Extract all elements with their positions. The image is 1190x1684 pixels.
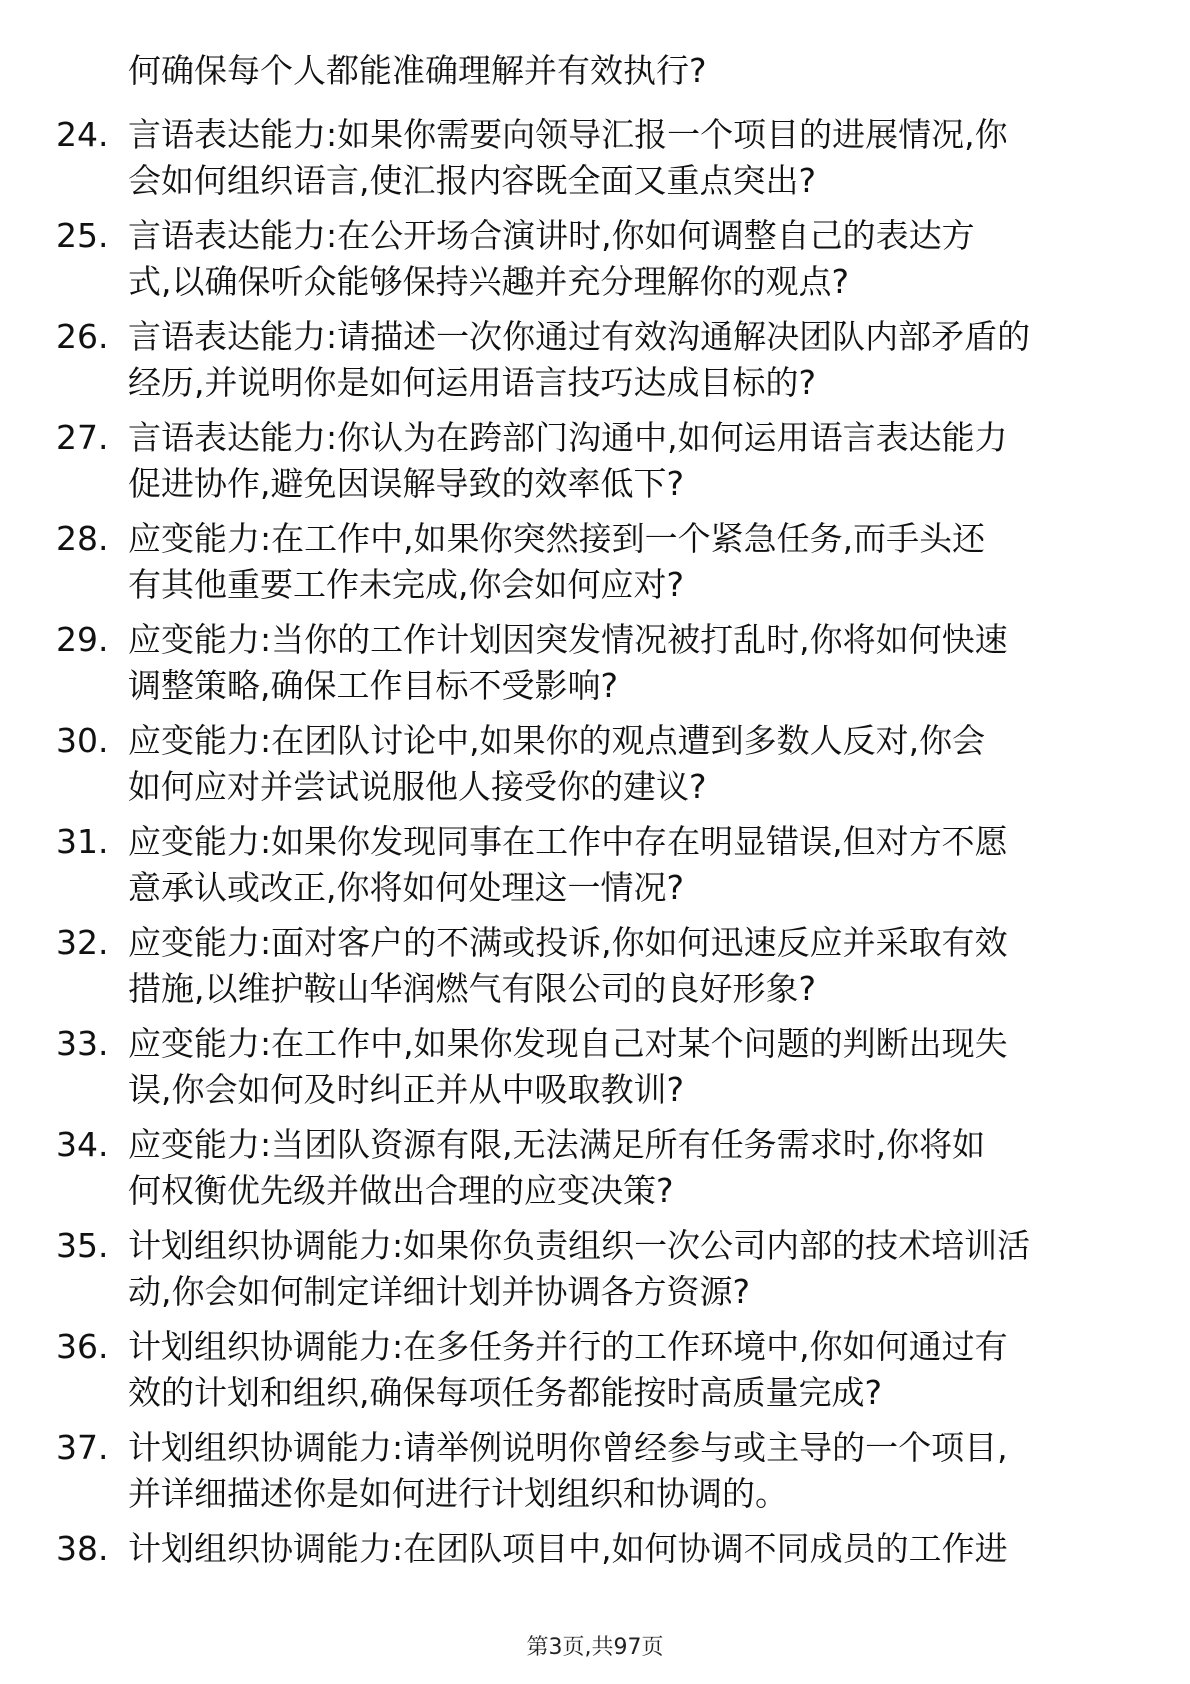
- question-text-line: 误,你会如何及时纠正并从中吸取教训?: [128, 1070, 685, 1109]
- question-item: [56, 819, 1136, 920]
- question-text-line: 有其他重要工作未完成,你会如何应对?: [128, 565, 685, 604]
- question-item: [56, 1021, 1136, 1122]
- question-text-line: 促进协作,避免因误解导致的效率低下?: [128, 464, 685, 503]
- question-number: 33.: [56, 1024, 109, 1063]
- question-number: 36.: [56, 1327, 109, 1366]
- question-item: [56, 1324, 1136, 1425]
- question-text-line: 应变能力:面对客户的不满或投诉,你如何迅速反应并采取有效: [128, 923, 1008, 962]
- question-item: [56, 1223, 1136, 1324]
- question-text: [128, 617, 1128, 709]
- question-text-line: 应变能力:在工作中,如果你突然接到一个紧急任务,而手头还: [128, 519, 986, 558]
- question-text-line: 措施,以维护鞍山华润燃气有限公司的良好形象?: [128, 969, 817, 1008]
- question-text-line: 会如何组织语言,使汇报内容既全面又重点突出?: [128, 161, 817, 200]
- question-text-line: 计划组织协调能力:如果你负责组织一次公司内部的技术培训活: [128, 1226, 1031, 1265]
- question-text: [128, 213, 1128, 305]
- question-text-line: 何权衡优先级并做出合理的应变决策?: [128, 1171, 674, 1210]
- question-number: 37.: [56, 1428, 109, 1467]
- question-text-line: 动,你会如何制定详细计划并协调各方资源?: [128, 1272, 751, 1311]
- question-list: [56, 112, 1136, 1627]
- question-text: [128, 1122, 1128, 1214]
- question-text-line: 言语表达能力:如果你需要向领导汇报一个项目的进展情况,你: [128, 115, 1008, 154]
- question-number: 35.: [56, 1226, 109, 1265]
- question-text-line: 意承认或改正,你将如何处理这一情况?: [128, 868, 685, 907]
- question-text-line: 经历,并说明你是如何运用语言技巧达成目标的?: [128, 363, 817, 402]
- question-text-line: 效的计划和组织,确保每项任务都能按时高质量完成?: [128, 1373, 883, 1412]
- question-text: [128, 1223, 1128, 1315]
- question-item: [56, 1425, 1136, 1526]
- question-text: [128, 1425, 1128, 1517]
- question-number: 27.: [56, 418, 109, 457]
- question-number: 32.: [56, 923, 109, 962]
- question-text-line: 应变能力:在团队讨论中,如果你的观点遭到多数人反对,你会: [128, 721, 986, 760]
- question-text: [128, 415, 1128, 507]
- question-text-line: 应变能力:如果你发现同事在工作中存在明显错误,但对方不愿: [128, 822, 1008, 861]
- question-text: [128, 314, 1128, 406]
- question-text: [128, 718, 1128, 810]
- question-text: [128, 1324, 1128, 1416]
- question-text-line: 应变能力:当团队资源有限,无法满足所有任务需求时,你将如: [128, 1125, 986, 1164]
- question-text-line: 如何应对并尝试说服他人接受你的建议?: [128, 767, 707, 806]
- question-text-line: 式,以确保听众能够保持兴趣并充分理解你的观点?: [128, 262, 850, 301]
- question-text-line: 并详细描述你是如何进行计划组织和协调的。: [128, 1474, 788, 1513]
- question-text-line: 应变能力:在工作中,如果你发现自己对某个问题的判断出现失: [128, 1024, 1008, 1063]
- question-text-line: 言语表达能力:请描述一次你通过有效沟通解决团队内部矛盾的: [128, 317, 1031, 356]
- question-item: [56, 314, 1136, 415]
- question-number: 25.: [56, 216, 109, 255]
- question-text-line: 应变能力:当你的工作计划因突发情况被打乱时,你将如何快速: [128, 620, 1008, 659]
- question-text: [128, 112, 1128, 204]
- question-text: [128, 1526, 1128, 1572]
- question-item: [56, 617, 1136, 718]
- question-item: [56, 415, 1136, 516]
- question-number: 28.: [56, 519, 109, 558]
- question-number: 38.: [56, 1529, 109, 1568]
- question-text-line: 调整策略,确保工作目标不受影响?: [128, 666, 619, 705]
- question-item: [56, 213, 1136, 314]
- question-text-line: 言语表达能力:你认为在跨部门沟通中,如何运用语言表达能力: [128, 418, 1008, 457]
- question-item: [56, 112, 1136, 213]
- question-item: [56, 718, 1136, 819]
- question-item: [56, 1122, 1136, 1223]
- question-text: [128, 920, 1128, 1012]
- question-text-line: 言语表达能力:在公开场合演讲时,你如何调整自己的表达方: [128, 216, 975, 255]
- question-item: [56, 1526, 1136, 1627]
- question-item: [56, 516, 1136, 617]
- question-text: [128, 1021, 1128, 1113]
- question-item: [56, 920, 1136, 1021]
- question-number: 24.: [56, 115, 109, 154]
- question-text-line: 计划组织协调能力:在团队项目中,如何协调不同成员的工作进: [128, 1529, 1008, 1568]
- question-number: 30.: [56, 721, 109, 760]
- question-text-line: 计划组织协调能力:在多任务并行的工作环境中,你如何通过有: [128, 1327, 1008, 1366]
- question-number: 31.: [56, 822, 109, 861]
- question-number: 26.: [56, 317, 109, 356]
- question-text: [128, 819, 1128, 911]
- question-text: [128, 516, 1128, 608]
- question-number: 34.: [56, 1125, 109, 1164]
- continued-question-text: 何确保每个人都能准确理解并有效执行?: [128, 51, 707, 90]
- question-number: 29.: [56, 620, 109, 659]
- page-footer: 第3页,共97页: [526, 1635, 664, 1660]
- question-text-line: 计划组织协调能力:请举例说明你曾经参与或主导的一个项目,: [128, 1428, 1008, 1467]
